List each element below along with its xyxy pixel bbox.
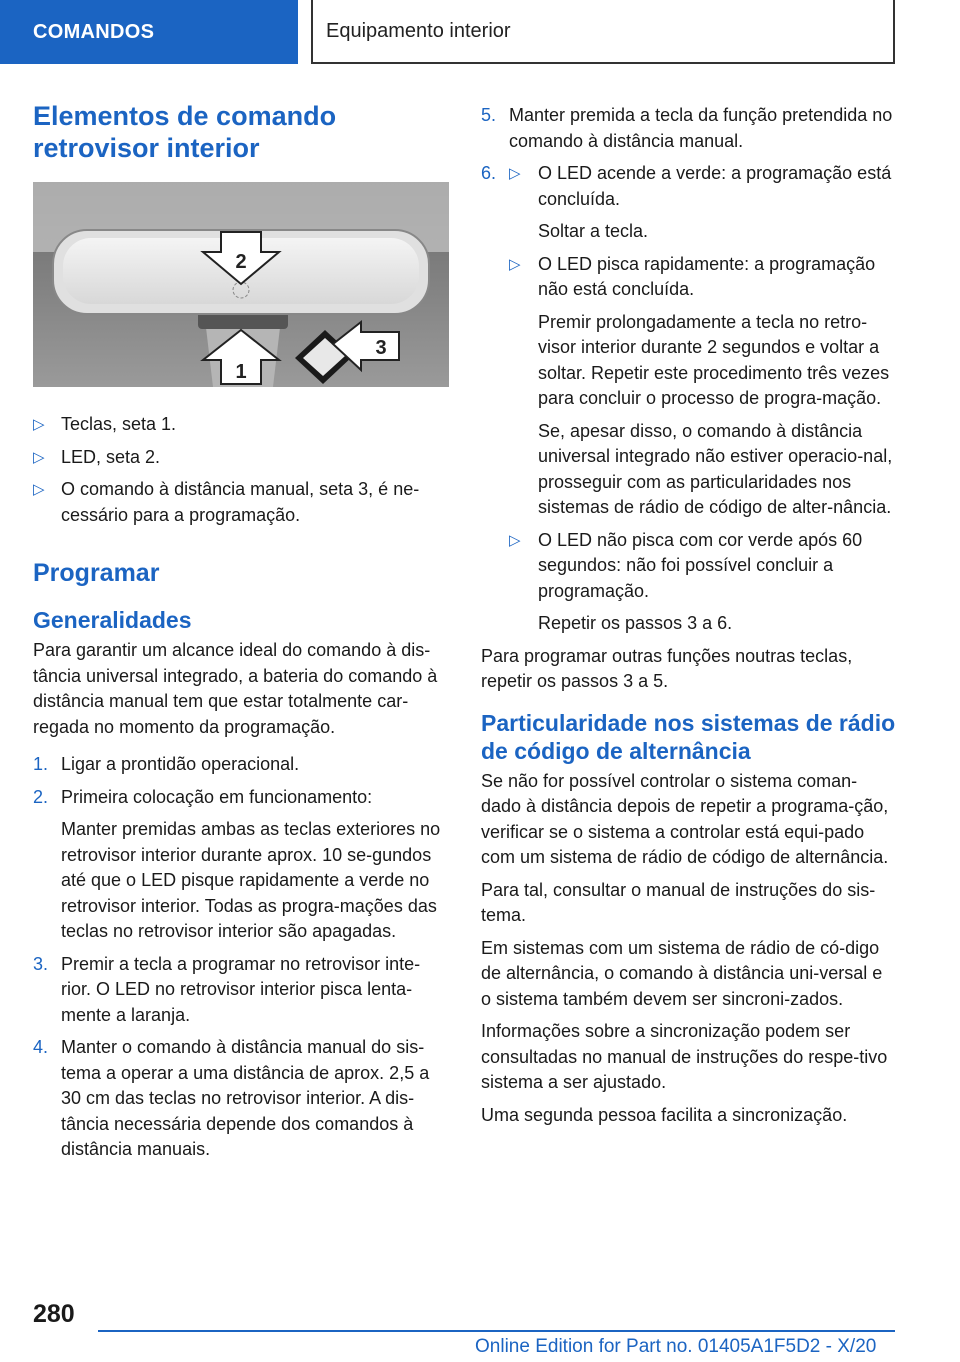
section-title: Elementos de comando retrovisor interior xyxy=(33,101,337,163)
outcome-item: ▷ O LED não pisca com cor verde após 60 segundos: não foi possível concluir a programação. Repetir os passos 3 a 6. xyxy=(509,528,896,637)
outcome-detail: Soltar a tecla. xyxy=(538,221,649,241)
arrow-3-label: 3 xyxy=(375,337,387,359)
intro-paragraph: Para garantir um alcance ideal do comando à dis-tância universal integrado, a bateria do comando à distância manual tem que estar totalmente car-regada no momento da programação. xyxy=(33,640,438,737)
step-item: 6. ▷ O LED acende a verde: a programação está concluída. Soltar a tecla. ▷ O LED pisca rapidamente: a programação não está concluída. Premir prolongadamente a tecla no retro-visor interior durante 2 segundos e voltar a soltar. Repetir este procedimento três vezes para concluir o processo de progra-mação. Se, apesar disso, o comando à distância universal integrado não estiver operacio-nal, prosseguir com as particularidades nos sistemas de rádio de código de alter-nância. ▷ O LED não pisca com cor verde após 60 segundos: não foi possível concluir a programação. Repetir os passos 3 a 6. xyxy=(481,161,896,637)
outcome-detail: Premir prolongadamente a tecla no retro-visor interior durante 2 segundos e voltar a soltar. Repetir este procedimento três vezes para concluir o processo de progra-mação. xyxy=(538,311,890,408)
section-tab xyxy=(0,0,298,64)
mirror-illustration xyxy=(33,182,449,387)
paragraph: Para tal, consultar o manual de instruções do sis-tema. xyxy=(481,879,876,925)
arrow-2-label: 2 xyxy=(235,251,247,273)
left-column xyxy=(33,100,449,1170)
paragraph: Uma segunda pessoa facilita a sincronização. xyxy=(481,1104,848,1125)
outcome-item: ▷ O LED acende a verde: a programação está concluída. Soltar a tecla. xyxy=(509,161,896,245)
step-detail: Manter premidas ambas as teclas exteriores no retrovisor interior durante aprox. 10 se-gundos até que o LED pisque rapidamente a verde no retrovisor interior. Todas as progra-mações das teclas no retrovisor interior são apagadas. xyxy=(61,819,441,941)
step-item: 1. Ligar a prontidão operacional. xyxy=(33,754,300,774)
chapter-label: Equipamento interior xyxy=(326,19,511,42)
heading-generalidades: Generalidades xyxy=(33,607,192,633)
heading-particularidade: Particularidade nos sistemas de rádio de código de alternância xyxy=(481,709,896,764)
chapter-tab xyxy=(311,0,895,64)
list-item: ▷ LED, seta 2. xyxy=(33,445,449,471)
paragraph: Se não for possível controlar o sistema coman-dado à distância depois de repetir a programa-ção, verificar se o sistema a controlar está equi-pado com um sistema de rádio de código de alternância. xyxy=(481,770,889,867)
heading-programar: Programar xyxy=(33,559,160,587)
outcome-item: ▷ O LED pisca rapidamente: a programação não está concluída. Premir prolongadamente a tecla no retro-visor interior durante 2 segundos e voltar a soltar. Repetir este procedimento três vezes para concluir o processo de progra-mação. Se, apesar disso, o comando à distância universal integrado não estiver operacio-nal, prosseguir com as particularidades nos sistemas de rádio de código de alter-nância. xyxy=(509,252,896,521)
paragraph: Informações sobre a sincronização podem ser consultadas no manual de instruções do respe-tivo sistema a ser ajustado. xyxy=(481,1021,888,1092)
outro-paragraph: Para programar outras funções noutras teclas, repetir os passos 3 a 5. xyxy=(481,645,853,691)
triangle-bullet-icon: ▷ xyxy=(33,481,45,498)
triangle-bullet-icon: ▷ xyxy=(509,531,521,549)
paragraph: Em sistemas com um sistema de rádio de có-digo de alternância, o comando à distância uni-versal e o sistema também devem ser sincroni-zados. xyxy=(481,937,883,1009)
outcome-detail: Se, apesar disso, o comando à distância universal integrado não estiver operacio-nal, prosseguir com as particularidades nos sistemas de rádio de código de alter-nância. xyxy=(538,420,893,517)
section-label: COMANDOS xyxy=(33,20,155,43)
triangle-bullet-icon: ▷ xyxy=(509,165,521,182)
step-item: 2. Primeira colocação em funcionamento: Manter premidas ambas as teclas exteriores no retrovisor interior durante aprox. 10 se-gundos até que o LED pisque rapidamente a verde no retrovisor interior. Todas as progra-mações das teclas no retrovisor interior são apagadas. xyxy=(33,785,449,945)
footer-divider xyxy=(98,1330,895,1332)
outcome-detail: Repetir os passos 3 a 6. xyxy=(538,613,733,633)
right-column xyxy=(481,103,896,1135)
step-item: 5. Manter premida a tecla da função pretendida no comando à distância manual. xyxy=(481,105,893,151)
arrow-1-label: 1 xyxy=(235,361,247,383)
step-item: 4. Manter o comando à distância manual do sis-tema a operar a uma distância de aprox. 2,5 a 30 cm das teclas no retrovisor interior. A dis-tância necessária depende dos comandos à distância manuais. xyxy=(33,1037,430,1159)
triangle-bullet-icon: ▷ xyxy=(509,255,521,273)
footer-edition: Online Edition for Part no. 01405A1F5D2 - X/20 xyxy=(475,1336,877,1357)
list-item: ▷ Teclas, seta 1. xyxy=(33,412,449,438)
list-item: ▷ O comando à distância manual, seta 3, é ne-cessário para a programação. xyxy=(33,479,420,525)
triangle-bullet-icon: ▷ xyxy=(33,416,45,433)
triangle-bullet-icon: ▷ xyxy=(33,448,45,466)
page-number: 280 xyxy=(33,1300,75,1328)
step-item: 3. Premir a tecla a programar no retrovisor inte-rior. O LED no retrovisor interior pisca lenta-mente a laranja. xyxy=(33,953,421,1025)
